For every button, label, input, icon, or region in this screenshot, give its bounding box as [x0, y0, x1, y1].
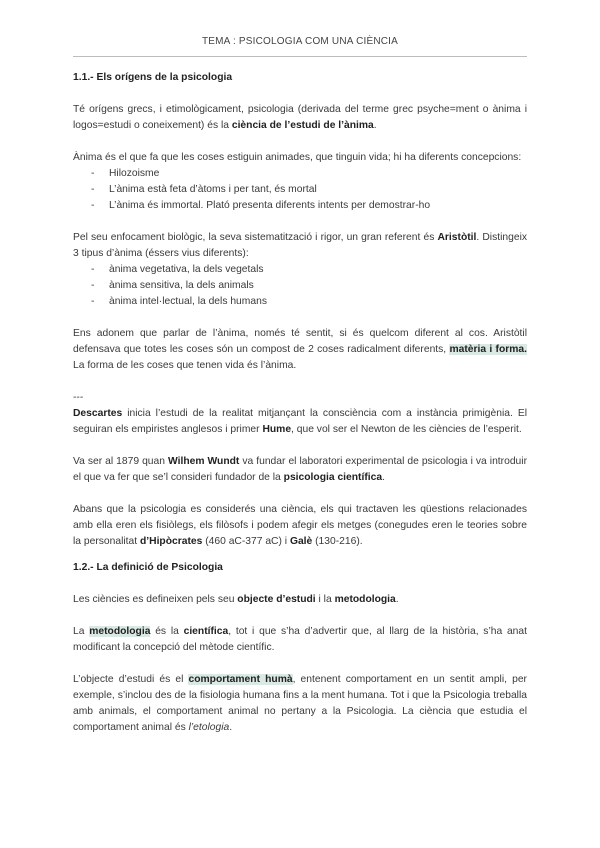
bold-term-object-of-study: objecte d’estudi	[237, 594, 316, 605]
header-divider	[73, 56, 527, 57]
bold-term-methodology: metodologia	[334, 594, 396, 605]
section-heading-definition: 1.2.- La definició de Psicologia	[73, 562, 223, 573]
paragraph-etymology: Té orígens grecs, i etimològicament, psicologia (derivada del terme grec psyche=ment o ànima i logos=estudi o coneixement) és la ciència de l’estudi de l’ànima.	[73, 104, 527, 131]
list-item: - ànima intel·lectual, la dels humans	[91, 296, 267, 307]
bold-term-hume: Hume	[262, 424, 292, 435]
bold-term-wundt: Wilhem Wundt	[168, 456, 240, 467]
paragraph-soul-conceptions: Ànima és el que fa que les coses estiguin animades, que tinguin vida; hi ha diferents concepcions:	[73, 152, 522, 163]
highlight-matter-form: matèria i forma.	[449, 344, 527, 355]
bold-term-aristotle: Aristòtil	[437, 232, 477, 243]
page-header-title: TEMA : PSICOLOGIA COM UNA CIÈNCIA	[201, 36, 399, 47]
list-soul-types	[73, 262, 527, 310]
list-item: - L’ànima és immortal. Plató presenta diferents intents per demostrar-ho	[91, 200, 431, 211]
bold-term-galen: Galè	[289, 536, 313, 547]
paragraph-sciences-defined: Les ciències es defineixen pels seu objecte d’estudi i la metodologia.	[73, 594, 399, 605]
paragraph-descartes: Descartes inicia l’estudi de la realitat mitjançant la consciència com a instància primigènia. El seguiran els empiristes anglesos i primer Hume, que vol ser el Newton de les ciències de l’esperit.	[73, 408, 527, 435]
paragraph-aristotle: Pel seu enfocament biològic, la seva sistematització i rigor, un gran referent és Aristòtil. Distingeix 3 tipus d’ànima (éssers vius diferents):	[73, 232, 528, 259]
section-heading-origins: 1.1.- Els orígens de la psicologia	[73, 72, 233, 83]
list-conceptions	[73, 166, 527, 214]
bold-term-science-of-soul: ciència de l’estudi de l’ànima	[231, 120, 374, 131]
bold-term-hippocrates: d’Hipòcrates	[139, 536, 203, 547]
italic-term-ethology: l’etologia	[188, 722, 230, 733]
list-item: - Hilozoisme	[91, 168, 160, 179]
highlight-methodology: metodologia	[89, 626, 151, 637]
list-item: - ànima vegetativa, la dels vegetals	[91, 264, 264, 275]
bold-term-scientific: científica	[183, 626, 229, 637]
paragraph-wundt: Va ser al 1879 quan Wilhem Wundt va fundar el laboratori experimental de psicologia i va introduir el que va fer que se’l consideri fundador de la psicologia científica.	[73, 456, 527, 483]
separator-dashes: ---	[73, 392, 84, 403]
bold-term-scientific-psychology: psicologia científica	[283, 472, 383, 483]
paragraph-matter-form: Ens adonem que parlar de l’ànima, només té sentit, si és quelcom diferent al cos. Aristòtil defensava que totes les coses són un compost de 2 coses radicalment diferents, matèria i forma. La forma de les coses que tenen vida és l’ànima.	[73, 328, 527, 371]
bold-term-descartes: Descartes	[73, 408, 123, 419]
document-body	[73, 70, 527, 736]
paragraph-methodology: La metodologia és la científica, tot i que s’ha d’advertir que, al llarg de la història, s’ha anat modificant la concepció del mètode científic.	[73, 626, 527, 653]
highlight-human-behaviour: comportament humà	[188, 674, 293, 685]
list-item: - ànima sensitiva, la dels animals	[91, 280, 254, 291]
paragraph-object-of-study: L’objecte d’estudi és el comportament humà, entenent comportament en un sentit ampli, per exemple, s’inclou des de la fisiologia humana fins a la ment humana. Tot i que la Psicologia treballa amb animals, el comportament animal no pertany a la Psicologia. La ciència que estudia el comportament animal és l’etologia.	[73, 674, 527, 733]
paragraph-before-science: Abans que la psicologia es considerés una ciència, els qui tractaven les qüestions relacionades amb ella eren els fisiòlegs, els filòsofs i podem afegir els metges (conegudes eren le teories sobre la personalitat d’Hipòcrates (460 aC-377 aC) i Galè (130-216).	[73, 504, 527, 547]
list-item: - L’ànima està feta d’àtoms i per tant, és mortal	[91, 184, 317, 195]
